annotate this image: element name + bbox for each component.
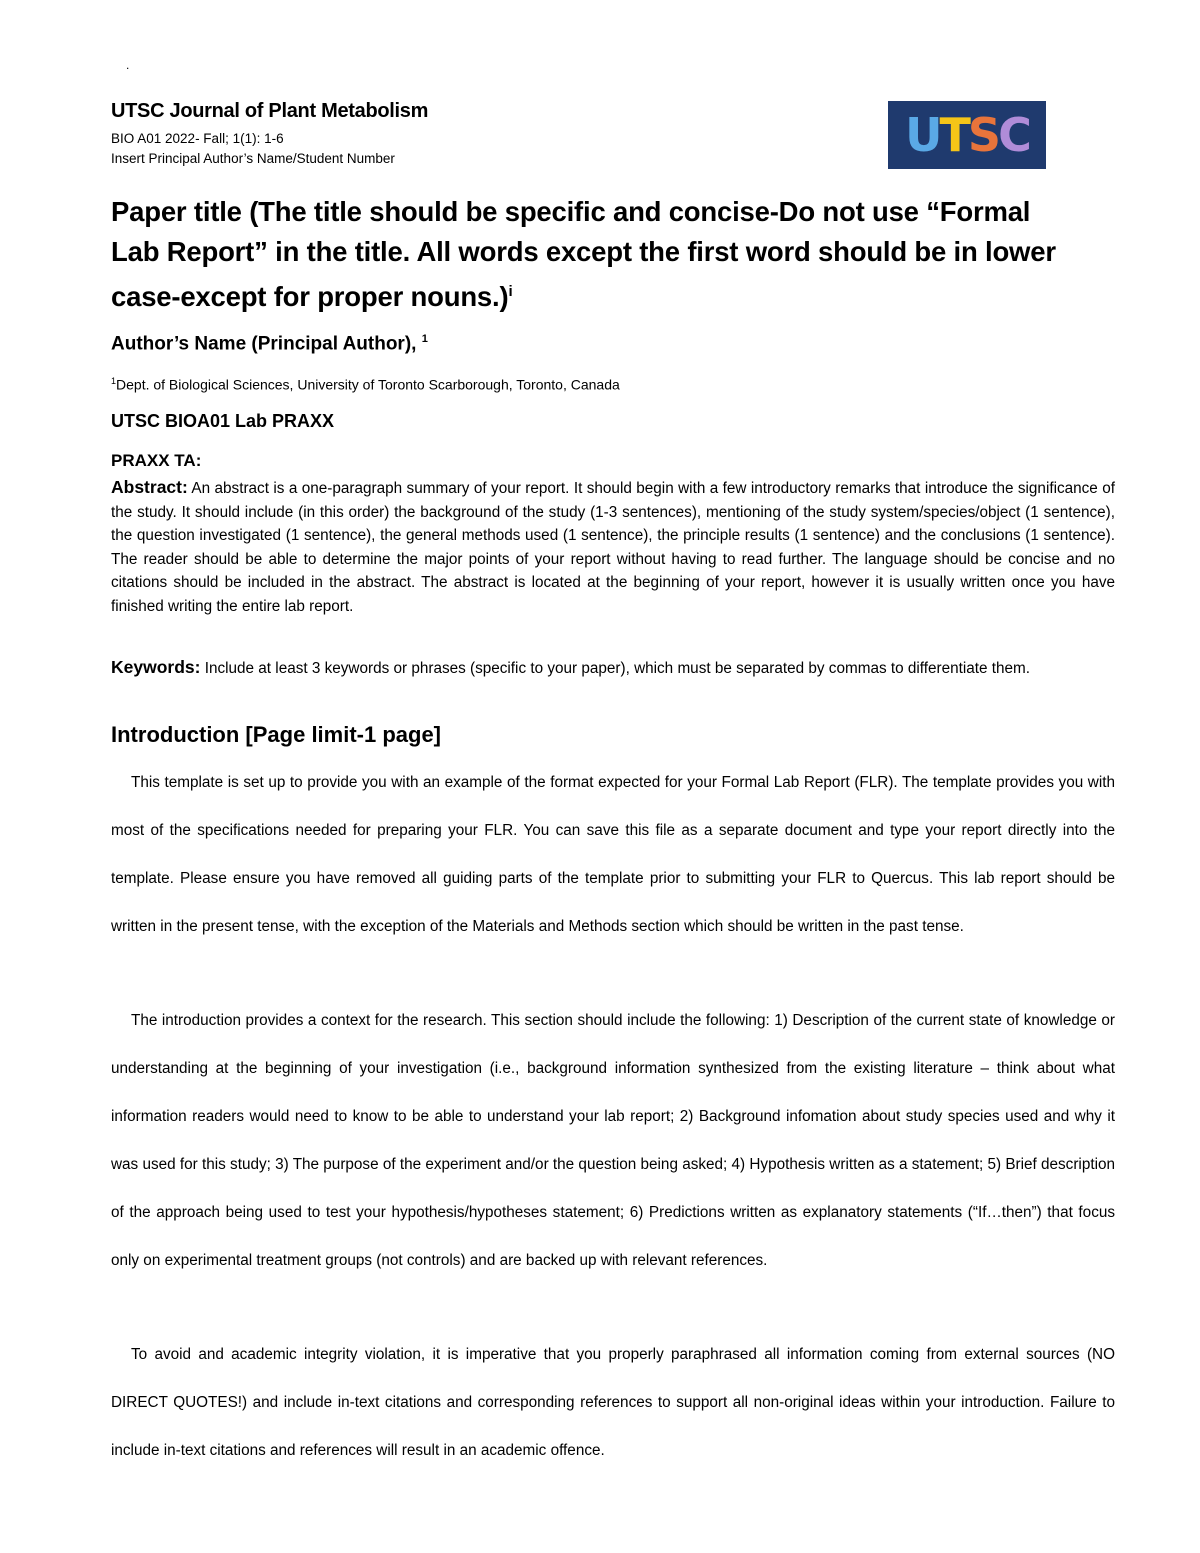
utsc-logo	[888, 101, 1046, 169]
journal-name: UTSC Journal of Plant Metabolism	[111, 100, 429, 122]
introduction-heading: Introduction [Page limit-1 page]	[111, 722, 442, 747]
issue-info: BIO A01 2022- Fall; 1(1): 1-6	[111, 131, 284, 146]
paper-title-text: Paper title (The title should be specific and concise-Do not use “Formal Lab Report” in the title. All words except the first word should be in lower case-except for proper nouns.)	[111, 196, 1056, 313]
affiliation-text: Dept. of Biological Sciences, University of Toronto Scarborough, Toronto, Canada	[116, 376, 620, 393]
affiliation-mark: 1	[111, 376, 117, 386]
ta-label: PRAXX TA:	[111, 451, 202, 470]
affiliation	[111, 376, 620, 393]
logo-letter-t: T	[939, 108, 968, 162]
logo-letter-u: U	[905, 108, 940, 162]
lab-section: UTSC BIOA01 Lab PRAXX	[111, 411, 335, 431]
paper-title	[111, 192, 1071, 317]
stray-dot: .	[126, 58, 130, 72]
intro-paragraph-2: The introduction provides a context for the research. This section should include the following: 1) Description of the current state of knowledge or understanding at the beginning of your investigation (i.e., background information synthesized from the existing literature – think about what information readers would need to know to be able to understand your lab report; 2) Background infomation about study species used and why it was used for this study; 3) The purpose of the experiment and/or the question being asked; 4) Hypothesis written as a statement; 5) Brief description of the approach being used to test your hypothesis/hypotheses statement; 6) Predictions written as explanatory statements (“If…then”) that focus only on experimental treatment groups (not controls) and are backed up with relevant references.	[111, 1012, 1115, 1269]
author-name	[111, 333, 428, 355]
abstract-text: An abstract is a one-paragraph summary of your report. It should begin with a few introductory remarks that introduce the significance of the study. It should include (in this order) the background of the study (1-3 sentences), mentioning of the study system/species/object (1 sentence), the question investigated (1 sentence), the general methods used (1 sentence), the principle results (1 sentence) and the conclusions (1 sentence). The reader should be able to determine the major points of your report without having to read further. The language should be concise and no citations should be included in the abstract. The abstract is located at the beginning of your report, however it is usually written once you have finished writing the entire lab report.	[111, 480, 1115, 615]
intro-paragraph-3: To avoid and academic integrity violation, it is imperative that you properly paraphrased all information coming from external sources (NO DIRECT QUOTES!) and include in-text citations and corresponding references to support all non-original ideas within your introduction. Failure to include in-text citations and references will result in an academic offence.	[111, 1346, 1115, 1459]
keywords	[111, 656, 1115, 681]
principal-author-line: Insert Principal Author’s Name/Student Number	[111, 151, 395, 166]
abstract-label: Abstract:	[111, 477, 188, 497]
author-affil-mark: 1	[421, 333, 428, 345]
logo-letter-s: S	[967, 108, 999, 162]
keywords-text: Include at least 3 keywords or phrases (specific to your paper), which must be separated by commas to differentiate them.	[204, 660, 1031, 677]
abstract	[111, 476, 1115, 618]
title-footnote-mark: i	[508, 283, 513, 300]
keywords-label: Keywords:	[111, 657, 201, 677]
author-name-text: Author’s Name (Principal Author),	[111, 333, 417, 355]
intro-paragraph-1: This template is set up to provide you with an example of the format expected for your Formal Lab Report (FLR). The template provides you with most of the specifications needed for preparing your FLR. You can save this file as a separate document and type your report directly into the template. Please ensure you have removed all guiding parts of the template prior to submitting your FLR to Quercus. This lab report should be written in the present tense, with the exception of the Materials and Methods section which should be written in the past tense.	[111, 774, 1115, 935]
logo-letter-c: C	[998, 108, 1029, 162]
